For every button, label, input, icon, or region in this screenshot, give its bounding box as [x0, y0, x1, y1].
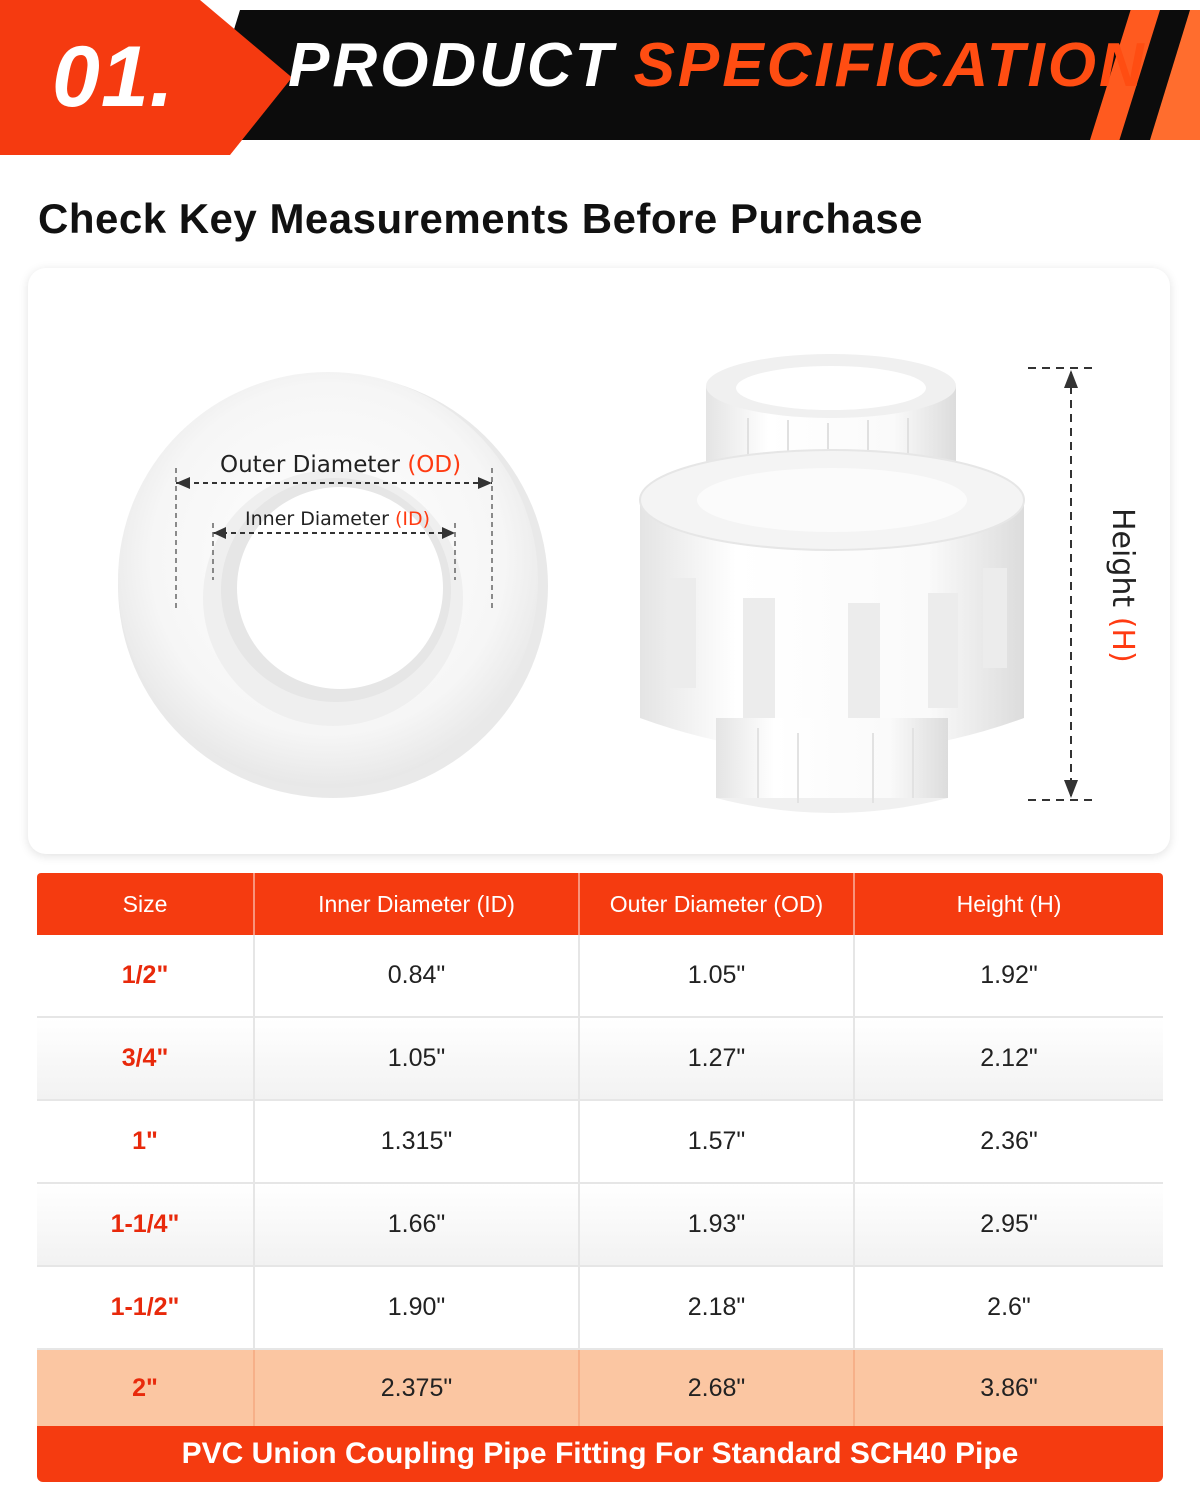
table-row	[37, 1184, 1163, 1267]
height-cell: 2.6"	[987, 1293, 1031, 1321]
size-cell: 1-1/2"	[37, 1267, 255, 1348]
footer-caption: PVC Union Coupling Pipe Fitting For Standard SCH40 Pipe	[181, 1437, 1019, 1470]
od-label-text: Outer Diameter	[220, 452, 400, 478]
inner-diameter-cell: 1.315"	[255, 1101, 580, 1182]
id-label-abbr: (ID)	[394, 508, 431, 530]
od-label-abbr: (OD)	[407, 452, 462, 478]
inner-diameter-label	[245, 508, 430, 530]
spec-table	[37, 873, 1163, 1482]
size-cell: 2"	[37, 1350, 255, 1426]
union-end-view	[118, 372, 548, 798]
outer-diameter-cell: 1.93"	[580, 1184, 855, 1265]
height-cell: 3.86"	[980, 1373, 1038, 1402]
inner-diameter-cell: 1.05"	[255, 1018, 580, 1099]
inner-diameter-cell: 2.375"	[255, 1350, 580, 1426]
header-banner	[0, 0, 1200, 155]
table-header-cell: Outer Diameter (OD)	[580, 873, 855, 935]
size-cell: 1/2"	[37, 935, 255, 1016]
size-cell: 1-1/4"	[37, 1184, 255, 1265]
outer-diameter-cell: 1.27"	[580, 1018, 855, 1099]
table-header-row	[37, 873, 1163, 935]
height-dimension	[1028, 368, 1098, 800]
outer-diameter-label	[220, 452, 461, 478]
height-label-text: Height	[1105, 508, 1140, 608]
outer-diameter-cell: 2.18"	[580, 1267, 855, 1348]
table-header-cell: Size	[37, 873, 255, 935]
outer-diameter-cell: 2.68"	[580, 1350, 855, 1426]
height-label-abbr: (H)	[1105, 616, 1140, 663]
size-cell: 3/4"	[37, 1018, 255, 1099]
table-row	[37, 1267, 1163, 1350]
table-row	[37, 1018, 1163, 1101]
size-cell: 1"	[37, 1101, 255, 1182]
outer-diameter-cell: 1.05"	[580, 935, 855, 1016]
inner-diameter-cell: 0.84"	[255, 935, 580, 1016]
inner-diameter-cell: 1.66"	[255, 1184, 580, 1265]
id-label-text: Inner Diameter	[245, 508, 389, 530]
height-cell: 2.95"	[980, 1210, 1038, 1238]
height-cell: 1.92"	[980, 961, 1038, 989]
height-label	[1105, 508, 1140, 663]
title-word-specification: SPECIFICATION	[633, 31, 1147, 100]
product-illustration	[28, 268, 1170, 854]
table-header-cell: Inner Diameter (ID)	[255, 873, 580, 935]
inner-diameter-cell: 1.90"	[255, 1267, 580, 1348]
height-cell: 2.12"	[980, 1044, 1038, 1072]
section-title	[288, 30, 1147, 101]
table-row	[37, 935, 1163, 1018]
union-side-view	[640, 354, 1024, 813]
page-subtitle: Check Key Measurements Before Purchase	[38, 195, 924, 242]
table-footer-banner	[37, 1426, 1163, 1482]
section-number: 01.	[52, 29, 175, 125]
table-header-cell: Height (H)	[956, 890, 1062, 917]
table-row-highlighted	[37, 1350, 1163, 1426]
table-row	[37, 1101, 1163, 1184]
product-diagram-card	[28, 268, 1170, 854]
title-word-product: PRODUCT	[288, 31, 616, 100]
height-cell: 2.36"	[980, 1127, 1038, 1155]
outer-diameter-cell: 1.57"	[580, 1101, 855, 1182]
